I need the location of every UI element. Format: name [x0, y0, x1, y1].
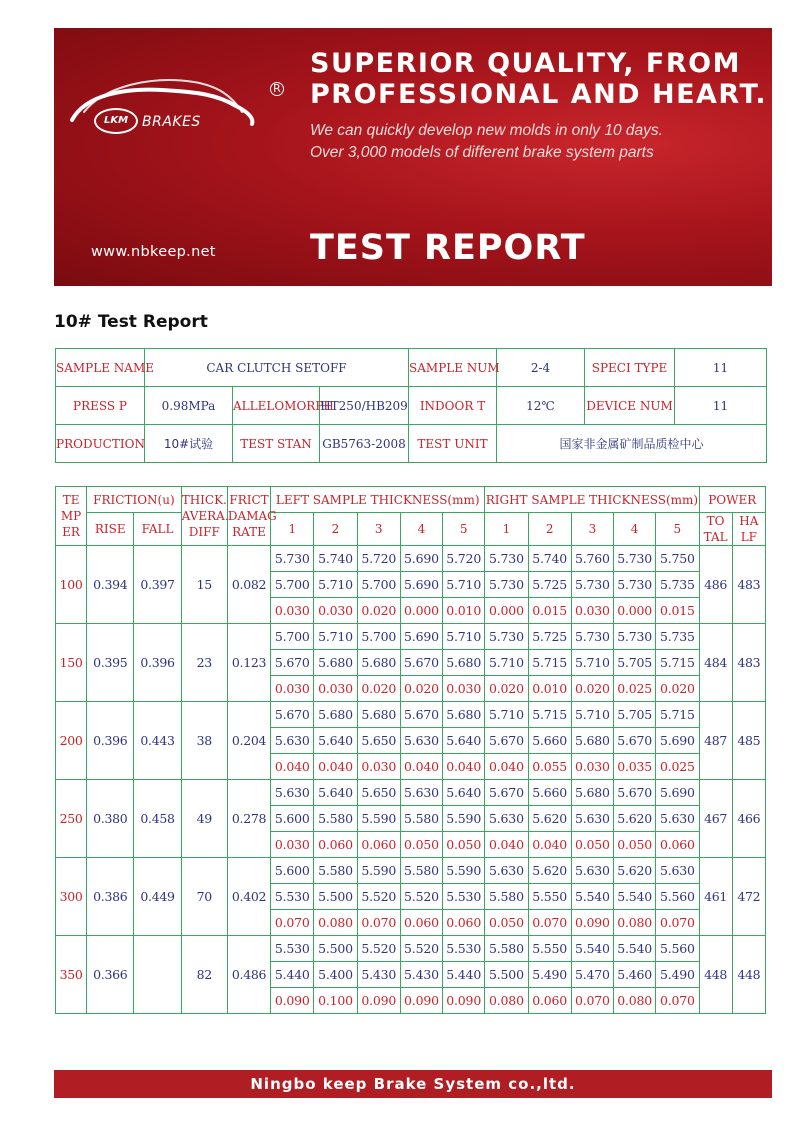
friction-rise-cell: 0.396 — [87, 702, 134, 780]
right-thickness-cell: 5.710 — [485, 650, 528, 676]
right-thickness-cell: 0.060 — [656, 832, 699, 858]
subline — [310, 120, 663, 164]
allelomorph-label: ALLELOMORPH — [233, 387, 320, 425]
logo-brand: BRAKES — [142, 114, 201, 130]
right-thickness-cell: 5.670 — [614, 728, 656, 754]
right-thickness-cell: 5.690 — [656, 780, 699, 806]
right-thickness-cell: 5.730 — [485, 546, 528, 572]
right-thickness-cell: 5.710 — [485, 702, 528, 728]
right-thickness-cell: 5.715 — [528, 702, 571, 728]
right-thickness-cell: 0.050 — [485, 910, 528, 936]
left-thickness-cell: 5.740 — [314, 546, 357, 572]
damage-rate-cell: 0.123 — [227, 624, 270, 702]
left-thickness-cell: 5.640 — [314, 728, 357, 754]
test-stan-value: GB5763-2008 — [320, 425, 409, 463]
right-thickness-cell: 5.725 — [528, 572, 571, 598]
left-thickness-cell: 5.730 — [271, 546, 314, 572]
report-title: TEST REPORT — [310, 228, 586, 268]
right-col-3: 3 — [571, 513, 613, 546]
indoor-value: 12℃ — [497, 387, 585, 425]
friction-rise-cell: 0.386 — [87, 858, 134, 936]
test-stan-label: TEST STAN — [233, 425, 320, 463]
left-thickness-cell: 5.670 — [400, 702, 442, 728]
left-thickness-cell: 0.100 — [314, 988, 357, 1014]
left-thickness-cell: 5.700 — [357, 624, 400, 650]
right-thickness-cell: 0.020 — [656, 676, 699, 702]
left-thickness-cell: 0.000 — [400, 598, 442, 624]
right-col-5: 5 — [656, 513, 699, 546]
test-unit-label: TEST UNIT — [409, 425, 497, 463]
left-thickness-cell: 5.520 — [400, 936, 442, 962]
sample-name-value: CAR CLUTCH SETOFF — [145, 349, 409, 387]
left-thickness-cell: 0.030 — [357, 754, 400, 780]
left-thickness-cell: 0.060 — [400, 910, 442, 936]
left-thickness-cell: 5.430 — [400, 962, 442, 988]
left-thickness-cell: 5.580 — [400, 858, 442, 884]
left-thickness-cell: 0.030 — [271, 676, 314, 702]
right-thickness-cell: 5.735 — [656, 572, 699, 598]
left-thickness-cell: 5.640 — [314, 780, 357, 806]
left-thickness-cell: 0.060 — [357, 832, 400, 858]
left-thickness-cell: 5.670 — [271, 702, 314, 728]
data-body — [56, 546, 766, 1014]
damage-rate-cell: 0.402 — [227, 858, 270, 936]
power-half-cell: 483 — [732, 624, 765, 702]
left-thickness-cell: 0.080 — [314, 910, 357, 936]
production-value: 10#试验 — [145, 425, 233, 463]
left-thickness-cell: 0.040 — [271, 754, 314, 780]
left-thickness-cell: 0.090 — [443, 988, 485, 1014]
left-thickness-cell: 0.090 — [357, 988, 400, 1014]
right-thickness-cell: 5.750 — [656, 546, 699, 572]
info-row — [56, 425, 767, 463]
temperature-cell: 150 — [56, 624, 87, 702]
info-row — [56, 349, 767, 387]
right-thickness-cell: 5.630 — [485, 858, 528, 884]
test-data-table — [55, 486, 766, 1014]
left-thickness-cell: 5.580 — [314, 858, 357, 884]
right-thickness-cell: 5.560 — [656, 936, 699, 962]
temperature-cell: 350 — [56, 936, 87, 1014]
headline — [310, 48, 770, 110]
left-thickness-cell: 0.030 — [271, 832, 314, 858]
left-thickness-cell: 5.580 — [314, 806, 357, 832]
device-num-label: DEVICE NUM — [585, 387, 675, 425]
subheader-row — [56, 513, 766, 546]
right-thickness-cell: 5.760 — [571, 546, 613, 572]
table-row — [56, 546, 766, 572]
left-thickness-cell: 5.720 — [443, 546, 485, 572]
thick-diff-cell: 49 — [181, 780, 227, 858]
indoor-label: INDOOR T — [409, 387, 497, 425]
left-col-2: 2 — [314, 513, 357, 546]
right-thickness-cell: 5.715 — [656, 650, 699, 676]
right-thickness-cell: 0.040 — [528, 832, 571, 858]
power-total-cell: 461 — [699, 858, 732, 936]
temperature-cell: 300 — [56, 858, 87, 936]
press-label: PRESS P — [56, 387, 145, 425]
left-thickness-cell: 5.590 — [443, 806, 485, 832]
friction-fall-cell: 0.397 — [134, 546, 181, 624]
thick-diff-cell: 82 — [181, 936, 227, 1014]
right-thickness-cell: 5.550 — [528, 936, 571, 962]
right-thickness-header: RIGHT SAMPLE THICKNESS(mm) — [485, 487, 699, 513]
info-row — [56, 387, 767, 425]
left-thickness-cell: 5.690 — [400, 546, 442, 572]
left-thickness-cell: 5.710 — [443, 572, 485, 598]
footer-company: Ningbo keep Brake System co.,ltd. — [54, 1070, 772, 1098]
damage-rate-cell: 0.204 — [227, 702, 270, 780]
right-col-1: 1 — [485, 513, 528, 546]
power-header: POWER — [699, 487, 766, 513]
left-thickness-cell: 5.650 — [357, 780, 400, 806]
left-thickness-cell: 5.530 — [271, 884, 314, 910]
right-thickness-cell: 0.090 — [571, 910, 613, 936]
fall-header: FALL — [134, 513, 181, 546]
right-thickness-cell: 5.690 — [656, 728, 699, 754]
left-thickness-cell: 0.050 — [400, 832, 442, 858]
left-thickness-cell: 5.590 — [357, 806, 400, 832]
left-thickness-cell: 5.680 — [443, 650, 485, 676]
left-thickness-cell: 5.670 — [271, 650, 314, 676]
left-thickness-cell: 5.630 — [271, 780, 314, 806]
left-thickness-cell: 0.050 — [443, 832, 485, 858]
friction-fall-cell: 0.443 — [134, 702, 181, 780]
right-thickness-cell: 5.670 — [485, 780, 528, 806]
power-half-cell: 472 — [732, 858, 765, 936]
table-row — [56, 624, 766, 650]
right-thickness-cell: 0.030 — [571, 598, 613, 624]
power-half-cell: 483 — [732, 546, 765, 624]
left-thickness-cell: 5.600 — [271, 806, 314, 832]
left-thickness-cell: 0.090 — [400, 988, 442, 1014]
sample-num-value: 2-4 — [497, 349, 585, 387]
allelomorph-value: HT250/HB209 — [320, 387, 409, 425]
speci-type-value: 11 — [675, 349, 767, 387]
left-thickness-cell: 5.640 — [443, 728, 485, 754]
left-thickness-cell: 5.680 — [357, 650, 400, 676]
left-thickness-cell: 5.590 — [357, 858, 400, 884]
sample-num-label: SAMPLE NUM — [409, 349, 497, 387]
power-total-cell: 448 — [699, 936, 732, 1014]
left-thickness-cell: 5.710 — [443, 624, 485, 650]
left-thickness-cell: 5.520 — [400, 884, 442, 910]
temperature-cell: 100 — [56, 546, 87, 624]
left-thickness-cell: 0.040 — [400, 754, 442, 780]
sample-name-label: SAMPLE NAME — [56, 349, 145, 387]
friction-fall-cell: 0.396 — [134, 624, 181, 702]
table-row — [56, 702, 766, 728]
left-thickness-cell: 5.600 — [271, 858, 314, 884]
right-thickness-cell: 0.000 — [614, 598, 656, 624]
friction-rise-cell: 0.366 — [87, 936, 134, 1014]
thick-diff-cell: 70 — [181, 858, 227, 936]
right-thickness-cell: 5.540 — [571, 884, 613, 910]
right-thickness-cell: 5.730 — [485, 572, 528, 598]
website-link[interactable]: www.nbkeep.net — [91, 244, 216, 260]
left-thickness-cell: 5.690 — [400, 624, 442, 650]
right-thickness-cell: 5.630 — [571, 858, 613, 884]
left-thickness-cell: 5.440 — [443, 962, 485, 988]
left-thickness-cell: 5.590 — [443, 858, 485, 884]
table-row — [56, 858, 766, 884]
company-logo — [66, 54, 281, 130]
sample-info-table — [55, 348, 767, 463]
friction-rise-cell: 0.395 — [87, 624, 134, 702]
right-thickness-cell: 5.620 — [528, 858, 571, 884]
right-thickness-cell: 0.050 — [614, 832, 656, 858]
right-thickness-cell: 5.705 — [614, 650, 656, 676]
friction-rise-cell: 0.380 — [87, 780, 134, 858]
power-half-cell: 448 — [732, 936, 765, 1014]
doc-title: 10# Test Report — [54, 312, 208, 332]
right-thickness-cell: 5.460 — [614, 962, 656, 988]
right-thickness-cell: 0.070 — [656, 910, 699, 936]
right-thickness-cell: 5.490 — [656, 962, 699, 988]
left-thickness-cell: 0.020 — [357, 676, 400, 702]
right-thickness-cell: 0.000 — [485, 598, 528, 624]
right-thickness-cell: 5.680 — [571, 780, 613, 806]
power-total-header: TO TAL — [699, 513, 732, 546]
right-thickness-cell: 5.740 — [528, 546, 571, 572]
right-thickness-cell: 5.550 — [528, 884, 571, 910]
thick-diff-cell: 38 — [181, 702, 227, 780]
right-thickness-cell: 5.680 — [571, 728, 613, 754]
left-thickness-cell: 5.500 — [314, 936, 357, 962]
right-thickness-cell: 5.670 — [614, 780, 656, 806]
right-thickness-cell: 5.630 — [571, 806, 613, 832]
subline-line1: We can quickly develop new molds in only 10 days. — [310, 122, 663, 139]
right-thickness-cell: 5.710 — [571, 650, 613, 676]
left-thickness-cell: 0.090 — [271, 988, 314, 1014]
left-thickness-cell: 5.680 — [357, 702, 400, 728]
left-thickness-cell: 5.710 — [314, 624, 357, 650]
left-thickness-cell: 5.670 — [400, 650, 442, 676]
registered-mark: R — [270, 82, 284, 96]
right-thickness-cell: 5.660 — [528, 728, 571, 754]
right-thickness-cell: 5.630 — [656, 806, 699, 832]
power-total-cell: 484 — [699, 624, 732, 702]
right-thickness-cell: 5.735 — [656, 624, 699, 650]
left-thickness-cell: 5.630 — [400, 728, 442, 754]
right-thickness-cell: 0.025 — [614, 676, 656, 702]
right-thickness-cell: 5.715 — [528, 650, 571, 676]
right-thickness-cell: 5.540 — [614, 884, 656, 910]
right-thickness-cell: 5.490 — [528, 962, 571, 988]
right-thickness-cell: 0.050 — [571, 832, 613, 858]
right-thickness-cell: 5.730 — [485, 624, 528, 650]
right-thickness-cell: 0.080 — [614, 910, 656, 936]
left-thickness-cell: 5.710 — [314, 572, 357, 598]
right-thickness-cell: 0.030 — [571, 754, 613, 780]
right-thickness-cell: 0.080 — [485, 988, 528, 1014]
right-thickness-cell: 0.070 — [656, 988, 699, 1014]
left-thickness-cell: 5.520 — [357, 884, 400, 910]
right-thickness-cell: 0.040 — [485, 754, 528, 780]
right-thickness-cell: 0.015 — [656, 598, 699, 624]
right-thickness-cell: 5.660 — [528, 780, 571, 806]
right-thickness-cell: 5.560 — [656, 884, 699, 910]
right-thickness-cell: 5.540 — [614, 936, 656, 962]
left-thickness-cell: 0.030 — [314, 598, 357, 624]
right-thickness-cell: 0.060 — [528, 988, 571, 1014]
left-thickness-cell: 0.070 — [271, 910, 314, 936]
power-total-cell: 487 — [699, 702, 732, 780]
left-thickness-cell: 5.530 — [443, 936, 485, 962]
frict-damag-header: FRICT DAMAG RATE — [227, 487, 270, 546]
left-thickness-cell: 5.440 — [271, 962, 314, 988]
friction-fall-cell: 0.458 — [134, 780, 181, 858]
left-col-4: 4 — [400, 513, 442, 546]
left-thickness-cell: 5.530 — [443, 884, 485, 910]
right-thickness-cell: 5.705 — [614, 702, 656, 728]
right-thickness-cell: 0.040 — [485, 832, 528, 858]
power-total-cell: 486 — [699, 546, 732, 624]
friction-fall-cell — [134, 936, 181, 1014]
left-col-1: 1 — [271, 513, 314, 546]
right-thickness-cell: 5.710 — [571, 702, 613, 728]
right-thickness-cell: 5.470 — [571, 962, 613, 988]
right-thickness-cell: 0.025 — [656, 754, 699, 780]
right-thickness-cell: 0.055 — [528, 754, 571, 780]
left-thickness-cell: 5.500 — [314, 884, 357, 910]
device-num-value: 11 — [675, 387, 767, 425]
left-thickness-cell: 5.690 — [400, 572, 442, 598]
table-row — [56, 936, 766, 962]
headline-line1: SUPERIOR QUALITY, FROM — [310, 48, 741, 79]
left-thickness-cell: 0.030 — [271, 598, 314, 624]
right-thickness-cell: 5.540 — [571, 936, 613, 962]
damage-rate-cell: 0.278 — [227, 780, 270, 858]
right-thickness-cell: 5.670 — [485, 728, 528, 754]
left-thickness-cell: 5.400 — [314, 962, 357, 988]
right-thickness-cell: 5.620 — [614, 806, 656, 832]
right-thickness-cell: 5.500 — [485, 962, 528, 988]
damage-rate-cell: 0.082 — [227, 546, 270, 624]
right-thickness-cell: 0.010 — [528, 676, 571, 702]
thick-diff-header: THICK. AVERA. DIFF — [181, 487, 227, 546]
table-row — [56, 780, 766, 806]
left-thickness-cell: 5.680 — [314, 650, 357, 676]
right-thickness-cell: 0.020 — [571, 676, 613, 702]
power-half-cell: 466 — [732, 780, 765, 858]
left-thickness-cell: 5.520 — [357, 936, 400, 962]
speci-type-label: SPECI TYPE — [585, 349, 675, 387]
right-thickness-cell: 0.080 — [614, 988, 656, 1014]
left-thickness-cell: 0.070 — [357, 910, 400, 936]
left-thickness-cell: 0.040 — [443, 754, 485, 780]
right-thickness-cell: 5.620 — [528, 806, 571, 832]
power-half-header: HA LF — [732, 513, 765, 546]
left-thickness-cell: 5.630 — [271, 728, 314, 754]
thick-diff-cell: 15 — [181, 546, 227, 624]
temper-header: TE MP ER — [56, 487, 87, 546]
left-thickness-cell: 0.060 — [443, 910, 485, 936]
subline-line2: Over 3,000 models of different brake system parts — [310, 144, 654, 161]
right-thickness-cell: 5.580 — [485, 936, 528, 962]
right-thickness-cell: 0.020 — [485, 676, 528, 702]
right-col-2: 2 — [528, 513, 571, 546]
left-col-5: 5 — [443, 513, 485, 546]
production-label: PRODUCTION — [56, 425, 145, 463]
right-col-4: 4 — [614, 513, 656, 546]
left-thickness-cell: 0.030 — [314, 676, 357, 702]
left-thickness-cell: 5.640 — [443, 780, 485, 806]
left-thickness-cell: 0.040 — [314, 754, 357, 780]
temperature-cell: 250 — [56, 780, 87, 858]
left-thickness-cell: 5.530 — [271, 936, 314, 962]
test-unit-value: 国家非金属矿制品质检中心 — [497, 425, 767, 463]
temperature-cell: 200 — [56, 702, 87, 780]
left-thickness-cell: 0.020 — [357, 598, 400, 624]
left-thickness-cell: 5.720 — [357, 546, 400, 572]
friction-fall-cell: 0.449 — [134, 858, 181, 936]
left-thickness-cell: 5.700 — [271, 572, 314, 598]
right-thickness-cell: 0.035 — [614, 754, 656, 780]
power-total-cell: 467 — [699, 780, 732, 858]
left-thickness-cell: 0.030 — [443, 676, 485, 702]
left-thickness-cell: 5.630 — [400, 780, 442, 806]
right-thickness-cell: 5.730 — [614, 624, 656, 650]
right-thickness-cell: 5.730 — [614, 572, 656, 598]
right-thickness-cell: 0.070 — [528, 910, 571, 936]
logo-badge: LKM — [94, 108, 138, 134]
thick-diff-cell: 23 — [181, 624, 227, 702]
left-thickness-cell: 5.680 — [443, 702, 485, 728]
damage-rate-cell: 0.486 — [227, 936, 270, 1014]
left-thickness-cell: 5.580 — [400, 806, 442, 832]
press-value: 0.98MPa — [145, 387, 233, 425]
right-thickness-cell: 5.630 — [485, 806, 528, 832]
left-thickness-cell: 0.060 — [314, 832, 357, 858]
power-half-cell: 485 — [732, 702, 765, 780]
left-thickness-cell: 0.010 — [443, 598, 485, 624]
left-thickness-cell: 5.700 — [357, 572, 400, 598]
rise-header: RISE — [87, 513, 134, 546]
right-thickness-cell: 0.070 — [571, 988, 613, 1014]
right-thickness-cell: 5.620 — [614, 858, 656, 884]
friction-header: FRICTION(u) — [87, 487, 182, 513]
right-thickness-cell: 5.580 — [485, 884, 528, 910]
right-thickness-cell: 5.725 — [528, 624, 571, 650]
left-thickness-cell: 5.680 — [314, 702, 357, 728]
header-banner — [54, 28, 772, 286]
right-thickness-cell: 5.630 — [656, 858, 699, 884]
left-thickness-cell: 5.700 — [271, 624, 314, 650]
left-col-3: 3 — [357, 513, 400, 546]
right-thickness-cell: 0.015 — [528, 598, 571, 624]
right-thickness-cell: 5.730 — [571, 572, 613, 598]
left-thickness-cell: 0.020 — [400, 676, 442, 702]
right-thickness-cell: 5.730 — [614, 546, 656, 572]
left-thickness-header: LEFT SAMPLE THICKNESS(mm) — [271, 487, 485, 513]
right-thickness-cell: 5.715 — [656, 702, 699, 728]
left-thickness-cell: 5.430 — [357, 962, 400, 988]
left-thickness-cell: 5.650 — [357, 728, 400, 754]
headline-line2: PROFESSIONAL AND HEART. — [310, 79, 768, 110]
header-row — [56, 487, 766, 513]
right-thickness-cell: 5.730 — [571, 624, 613, 650]
friction-rise-cell: 0.394 — [87, 546, 134, 624]
